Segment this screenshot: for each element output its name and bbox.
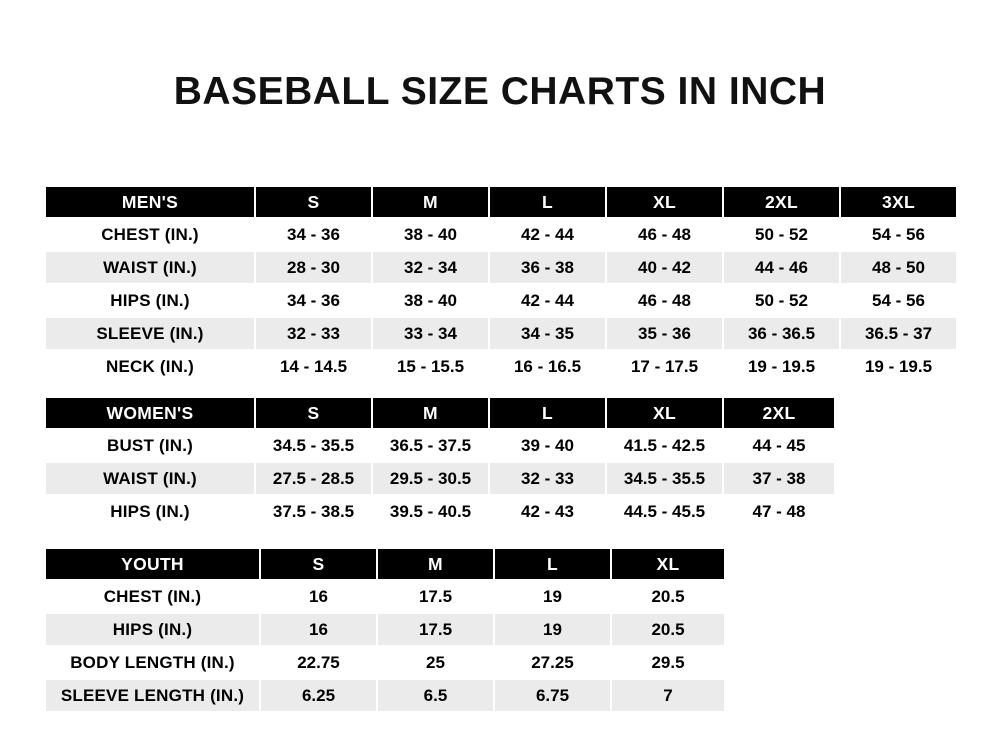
table-row xyxy=(45,317,957,350)
cell: 29.5 - 30.5 xyxy=(372,462,489,495)
page-title: BASEBALL SIZE CHARTS IN INCH xyxy=(173,70,827,113)
cell: 44 - 45 xyxy=(723,429,835,462)
cell: 48 - 50 xyxy=(840,251,957,284)
table-row xyxy=(45,462,835,495)
table-header-row xyxy=(45,186,957,218)
cell: 39 - 40 xyxy=(489,429,606,462)
table-row xyxy=(45,679,725,712)
cell: 6.25 xyxy=(260,679,377,712)
cell: 36 - 36.5 xyxy=(723,317,840,350)
cell: 34 - 35 xyxy=(489,317,606,350)
cell: 25 xyxy=(377,646,494,679)
row-label: SLEEVE LENGTH (IN.) xyxy=(45,679,260,712)
cell: 22.75 xyxy=(260,646,377,679)
cell: 29.5 xyxy=(611,646,725,679)
cell: 41.5 - 42.5 xyxy=(606,429,723,462)
cell: 19 xyxy=(494,580,611,613)
cell: 33 - 34 xyxy=(372,317,489,350)
cell: 34.5 - 35.5 xyxy=(606,462,723,495)
mens-header-s: S xyxy=(255,186,372,218)
mens-header-l: L xyxy=(489,186,606,218)
cell: 20.5 xyxy=(611,613,725,646)
mens-header-xl: XL xyxy=(606,186,723,218)
cell: 35 - 36 xyxy=(606,317,723,350)
womens-header-2xl: 2XL xyxy=(723,397,835,429)
cell: 19 - 19.5 xyxy=(723,350,840,383)
table-header-row xyxy=(45,548,725,580)
cell: 16 xyxy=(260,613,377,646)
cell: 42 - 44 xyxy=(489,218,606,251)
mens-chart-header xyxy=(45,186,957,218)
cell: 15 - 15.5 xyxy=(372,350,489,383)
youth-header-category: YOUTH xyxy=(45,548,260,580)
cell: 54 - 56 xyxy=(840,284,957,317)
row-label: SLEEVE (IN.) xyxy=(45,317,255,350)
youth-header-s: S xyxy=(260,548,377,580)
cell: 38 - 40 xyxy=(372,218,489,251)
mens-header-category: MEN'S xyxy=(45,186,255,218)
womens-header-m: M xyxy=(372,397,489,429)
table-row xyxy=(45,284,957,317)
cell: 54 - 56 xyxy=(840,218,957,251)
row-label: CHEST (IN.) xyxy=(45,218,255,251)
womens-size-chart xyxy=(44,396,836,529)
row-label: HIPS (IN.) xyxy=(45,495,255,528)
youth-header-l: L xyxy=(494,548,611,580)
youth-header-xl: XL xyxy=(611,548,725,580)
table-row xyxy=(45,251,957,284)
row-label: CHEST (IN.) xyxy=(45,580,260,613)
mens-header-m: M xyxy=(372,186,489,218)
cell: 32 - 34 xyxy=(372,251,489,284)
cell: 34 - 36 xyxy=(255,218,372,251)
cell: 16 xyxy=(260,580,377,613)
mens-size-chart xyxy=(44,185,958,384)
cell: 6.75 xyxy=(494,679,611,712)
cell: 19 xyxy=(494,613,611,646)
table-row xyxy=(45,613,725,646)
table-row xyxy=(45,350,957,383)
table-row xyxy=(45,580,725,613)
row-label: WAIST (IN.) xyxy=(45,462,255,495)
cell: 32 - 33 xyxy=(255,317,372,350)
cell: 7 xyxy=(611,679,725,712)
cell: 27.5 - 28.5 xyxy=(255,462,372,495)
mens-header-2xl: 2XL xyxy=(723,186,840,218)
row-label: HIPS (IN.) xyxy=(45,284,255,317)
cell: 42 - 44 xyxy=(489,284,606,317)
cell: 28 - 30 xyxy=(255,251,372,284)
womens-header-s: S xyxy=(255,397,372,429)
mens-header-3xl: 3XL xyxy=(840,186,957,218)
cell: 50 - 52 xyxy=(723,218,840,251)
cell: 27.25 xyxy=(494,646,611,679)
cell: 37.5 - 38.5 xyxy=(255,495,372,528)
cell: 34 - 36 xyxy=(255,284,372,317)
table-row xyxy=(45,495,835,528)
cell: 44 - 46 xyxy=(723,251,840,284)
table-header-row xyxy=(45,397,835,429)
youth-size-chart xyxy=(44,547,726,713)
cell: 36 - 38 xyxy=(489,251,606,284)
cell: 34.5 - 35.5 xyxy=(255,429,372,462)
cell: 46 - 48 xyxy=(606,218,723,251)
cell: 46 - 48 xyxy=(606,284,723,317)
womens-header-xl: XL xyxy=(606,397,723,429)
cell: 40 - 42 xyxy=(606,251,723,284)
cell: 37 - 38 xyxy=(723,462,835,495)
womens-header-category: WOMEN'S xyxy=(45,397,255,429)
cell: 50 - 52 xyxy=(723,284,840,317)
cell: 42 - 43 xyxy=(489,495,606,528)
youth-header-m: M xyxy=(377,548,494,580)
row-label: HIPS (IN.) xyxy=(45,613,260,646)
row-label: BUST (IN.) xyxy=(45,429,255,462)
cell: 16 - 16.5 xyxy=(489,350,606,383)
womens-header-l: L xyxy=(489,397,606,429)
cell: 39.5 - 40.5 xyxy=(372,495,489,528)
cell: 36.5 - 37 xyxy=(840,317,957,350)
cell: 19 - 19.5 xyxy=(840,350,957,383)
table-row xyxy=(45,429,835,462)
cell: 14 - 14.5 xyxy=(255,350,372,383)
womens-chart-header xyxy=(45,397,835,429)
cell: 6.5 xyxy=(377,679,494,712)
row-label: BODY LENGTH (IN.) xyxy=(45,646,260,679)
cell: 17.5 xyxy=(377,580,494,613)
table-row xyxy=(45,646,725,679)
cell: 20.5 xyxy=(611,580,725,613)
cell: 32 - 33 xyxy=(489,462,606,495)
cell: 17.5 xyxy=(377,613,494,646)
cell: 38 - 40 xyxy=(372,284,489,317)
cell: 17 - 17.5 xyxy=(606,350,723,383)
cell: 36.5 - 37.5 xyxy=(372,429,489,462)
row-label: WAIST (IN.) xyxy=(45,251,255,284)
row-label: NECK (IN.) xyxy=(45,350,255,383)
table-row xyxy=(45,218,957,251)
cell: 47 - 48 xyxy=(723,495,835,528)
cell: 44.5 - 45.5 xyxy=(606,495,723,528)
youth-chart-header xyxy=(45,548,725,580)
